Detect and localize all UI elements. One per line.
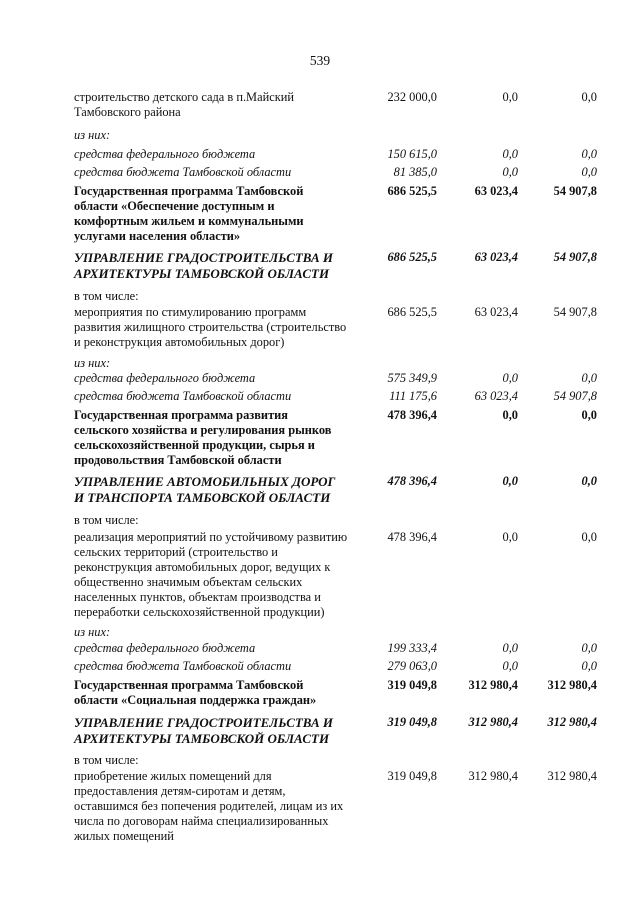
value-col-2: 0,0 — [502, 90, 518, 104]
row-label-line: средства бюджета Тамбовской области — [74, 389, 292, 403]
value-col-2: 63 023,4 — [474, 389, 518, 403]
row-label-line: приобретение жилых помещений для — [74, 769, 272, 783]
row-label-line: жилых помещений — [74, 829, 174, 843]
row-label-line: Государственная программа Тамбовской — [74, 184, 304, 198]
row-label — [74, 715, 374, 747]
value-col-2: 312 980,4 — [468, 715, 518, 729]
value-col-1: 150 615,0 — [387, 147, 437, 161]
value-col-3: 0,0 — [581, 90, 597, 104]
row-label-line: развития жилищного строительства (строительство — [74, 320, 347, 334]
value-col-1: 478 396,4 — [387, 474, 437, 488]
row-label — [74, 356, 374, 371]
row-label-line: реализация мероприятий по устойчивому развитию — [74, 530, 348, 544]
row-label-line: в том числе: — [74, 753, 139, 767]
value-col-1: 686 525,5 — [387, 305, 437, 319]
value-col-3: 54 907,8 — [553, 305, 597, 319]
row-label-line: мероприятия по стимулированию программ — [74, 305, 307, 319]
row-label-line: сельских территорий (строительство и — [74, 545, 278, 559]
value-col-3: 0,0 — [581, 371, 597, 385]
row-label-line: АРХИТЕКТУРЫ ТАМБОВСКОЙ ОБЛАСТИ — [74, 266, 330, 281]
value-col-2: 0,0 — [502, 641, 518, 655]
row-label — [74, 625, 374, 640]
value-col-1: 319 049,8 — [387, 769, 437, 783]
row-label-line: переработки сельскохозяйственной продукции) — [74, 605, 325, 619]
value-col-2: 63 023,4 — [474, 250, 518, 264]
value-col-2: 63 023,4 — [474, 184, 518, 198]
value-col-3: 0,0 — [581, 165, 597, 179]
value-col-1: 279 063,0 — [387, 659, 437, 673]
value-col-2: 312 980,4 — [468, 678, 518, 692]
row-label — [74, 513, 374, 528]
value-col-3: 0,0 — [581, 408, 597, 422]
row-label-line: средства федерального бюджета — [74, 641, 256, 655]
value-col-1: 478 396,4 — [387, 530, 437, 544]
row-label — [74, 371, 374, 386]
row-label-line: продовольствия Тамбовской области — [74, 453, 282, 467]
value-col-1: 111 175,6 — [389, 389, 437, 403]
row-label-line: населенных пунктов, объектам производства и — [74, 590, 321, 604]
row-label-line: И ТРАНСПОРТА ТАМБОВСКОЙ ОБЛАСТИ — [74, 490, 331, 505]
row-label-line: средства федерального бюджета — [74, 371, 256, 385]
value-col-1: 686 525,5 — [387, 250, 437, 264]
row-label — [74, 184, 374, 244]
row-label-line: АРХИТЕКТУРЫ ТАМБОВСКОЙ ОБЛАСТИ — [74, 731, 330, 746]
row-label-line: строительство детского сада в п.Майский — [74, 90, 294, 104]
value-col-2: 63 023,4 — [474, 305, 518, 319]
row-label — [74, 408, 374, 468]
row-label-line: средства бюджета Тамбовской области — [74, 659, 292, 673]
value-col-2: 0,0 — [502, 147, 518, 161]
row-label — [74, 147, 374, 162]
row-label-line: из них: — [74, 625, 111, 639]
row-label-line: из них: — [74, 128, 111, 142]
row-label — [74, 128, 374, 143]
value-col-3: 0,0 — [581, 659, 597, 673]
page-number: 539 — [309, 53, 331, 68]
value-col-3: 0,0 — [581, 147, 597, 161]
row-label — [74, 641, 374, 656]
row-label-line: УПРАВЛЕНИЕ АВТОМОБИЛЬНЫХ ДОРОГ — [74, 474, 336, 489]
row-label-line: средства бюджета Тамбовской области — [74, 165, 292, 179]
value-col-3: 0,0 — [581, 530, 597, 544]
row-label — [74, 289, 374, 304]
row-label — [74, 659, 374, 674]
value-col-2: 0,0 — [502, 659, 518, 673]
row-label — [74, 165, 374, 180]
row-label — [74, 90, 374, 120]
row-label — [74, 305, 374, 350]
value-col-1: 478 396,4 — [387, 408, 437, 422]
value-col-2: 312 980,4 — [468, 769, 518, 783]
value-col-3: 0,0 — [581, 641, 597, 655]
row-label-line: УПРАВЛЕНИЕ ГРАДОСТРОИТЕЛЬСТВА И — [74, 715, 334, 730]
row-label — [74, 753, 374, 768]
value-col-2: 0,0 — [502, 474, 518, 488]
row-label-line: сельскохозяйственной продукции, сырья и — [74, 438, 315, 452]
row-label — [74, 678, 374, 708]
value-col-1: 199 333,4 — [387, 641, 437, 655]
row-label-line: области «Социальная поддержка граждан» — [74, 693, 317, 707]
row-label-line: числа по договорам найма специализированных — [74, 814, 329, 828]
value-col-1: 319 049,8 — [387, 715, 437, 729]
value-col-3: 54 907,8 — [553, 389, 597, 403]
value-col-2: 0,0 — [502, 371, 518, 385]
row-label-line: предоставления детям-сиротам и детям, — [74, 784, 286, 798]
row-label-line: и реконструкция автомобильных дорог) — [74, 335, 285, 349]
value-col-1: 232 000,0 — [387, 90, 437, 104]
row-label-line: из них: — [74, 356, 111, 370]
value-col-1: 575 349,9 — [387, 371, 437, 385]
row-label-line: Государственная программа развития — [74, 408, 288, 422]
row-label-line: услугами населения области» — [74, 229, 241, 243]
row-label — [74, 769, 374, 844]
value-col-2: 0,0 — [502, 530, 518, 544]
value-col-3: 0,0 — [581, 474, 597, 488]
value-col-3: 54 907,8 — [553, 250, 597, 264]
row-label-line: УПРАВЛЕНИЕ ГРАДОСТРОИТЕЛЬСТВА И — [74, 250, 334, 265]
row-label — [74, 250, 374, 282]
row-label — [74, 530, 374, 620]
value-col-3: 312 980,4 — [547, 678, 597, 692]
value-col-2: 0,0 — [502, 165, 518, 179]
value-col-1: 686 525,5 — [387, 184, 437, 198]
row-label-line: в том числе: — [74, 289, 139, 303]
row-label — [74, 474, 374, 506]
row-label-line: области «Обеспечение доступным и — [74, 199, 275, 213]
row-label-line: общественно значимым объектам сельских — [74, 575, 303, 589]
value-col-3: 312 980,4 — [547, 715, 597, 729]
row-label-line: сельского хозяйства и регулирования рынков — [74, 423, 332, 437]
row-label-line: Тамбовского района — [74, 105, 181, 119]
row-label-line: оставшимся без попечения родителей, лицам из их — [74, 799, 344, 813]
value-col-1: 319 049,8 — [387, 678, 437, 692]
row-label-line: средства федерального бюджета — [74, 147, 256, 161]
row-label-line: реконструкция автомобильных дорог, ведущих к — [74, 560, 331, 574]
value-col-3: 312 980,4 — [547, 769, 597, 783]
value-col-2: 0,0 — [502, 408, 518, 422]
value-col-1: 81 385,0 — [393, 165, 437, 179]
row-label — [74, 389, 374, 404]
row-label-line: в том числе: — [74, 513, 139, 527]
row-label-line: Государственная программа Тамбовской — [74, 678, 304, 692]
row-label-line: комфортным жильем и коммунальными — [74, 214, 304, 228]
value-col-3: 54 907,8 — [553, 184, 597, 198]
